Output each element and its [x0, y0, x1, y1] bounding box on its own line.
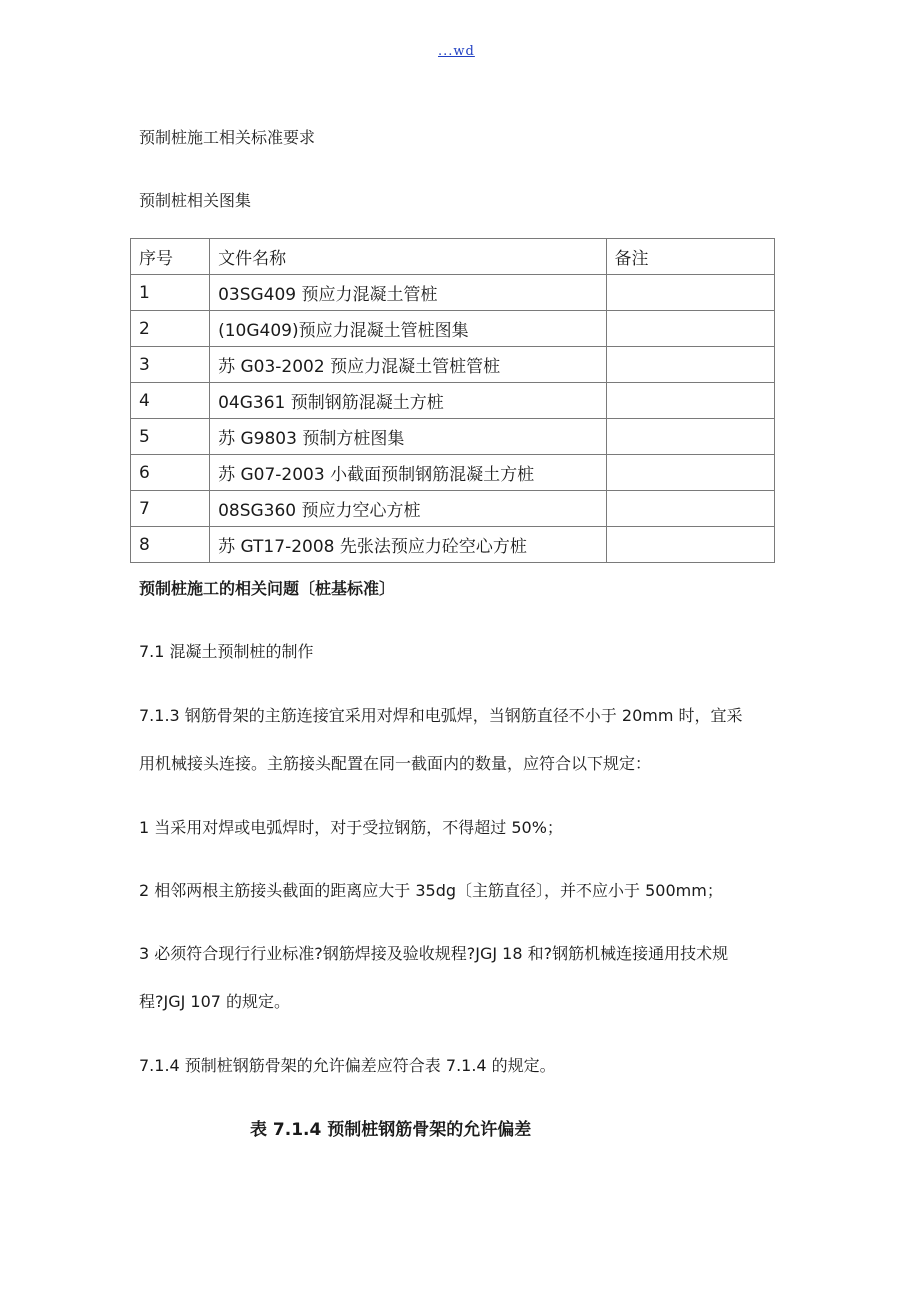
table-caption: 表 7.1.4 预制桩钢筋骨架的允许偏差: [250, 1120, 532, 1140]
header-cell-index: 序号: [131, 239, 210, 275]
cell-remark: [606, 311, 774, 347]
cell-name: 苏 G9803 预制方桩图集: [210, 419, 606, 455]
cell-name: 苏 G03-2002 预应力混凝土管桩管桩: [210, 347, 606, 383]
paragraph-7-1-3-line1: 7.1.3 钢筋骨架的主筋连接宜采用对焊和电弧焊，当钢筋直径不小于 20mm 时，宜采: [139, 706, 743, 725]
list-item-3-line1: 3 必须符合现行行业标准?钢筋焊接及验收规程?JGJ 18 和?钢筋机械连接通用技术规: [139, 944, 729, 963]
table-row: [131, 419, 775, 455]
cell-name: (10G409)预应力混凝土管桩图集: [210, 311, 606, 347]
cell-remark: [606, 455, 774, 491]
section-heading: 预制桩施工的相关问题〔桩基标准〕: [139, 579, 396, 598]
cell-name: 03SG409 预应力混凝土管桩: [210, 275, 606, 311]
paragraph-7-1-3-line2: 用机械接头连接。主筋接头配置在同一截面内的数量，应符合以下规定：: [139, 754, 652, 773]
list-item-3-line2: 程?JGJ 107 的规定。: [139, 992, 291, 1011]
cell-index: 8: [131, 527, 210, 563]
cell-index: 2: [131, 311, 210, 347]
cell-remark: [606, 419, 774, 455]
subtitle: 预制桩相关图集: [139, 191, 252, 210]
table-row: [131, 275, 775, 311]
cell-name: 04G361 预制钢筋混凝土方桩: [210, 383, 606, 419]
cell-remark: [606, 275, 774, 311]
list-item-2: 2 相邻两根主筋接头截面的距离应大于 35dg〔主筋直径〕，并不应小于 500mm；: [139, 881, 723, 900]
paragraph-7-1: 7.1 混凝土预制桩的制作: [139, 642, 314, 661]
cell-name: 08SG360 预应力空心方桩: [210, 491, 606, 527]
cell-index: 7: [131, 491, 210, 527]
cell-remark: [606, 527, 774, 563]
cell-index: 6: [131, 455, 210, 491]
header-cell-name: 文件名称: [210, 239, 606, 275]
list-item-1: 1 当采用对焊或电弧焊时，对于受拉钢筋，不得超过 50%；: [139, 818, 563, 837]
header-cell-remark: 备注: [606, 239, 774, 275]
header-mark: ...wd: [438, 44, 475, 59]
table-row: [131, 311, 775, 347]
table-row: [131, 527, 775, 563]
table-row: [131, 455, 775, 491]
table-row: [131, 383, 775, 419]
standards-table: [130, 238, 775, 563]
table-row: [131, 347, 775, 383]
paragraph-7-1-4: 7.1.4 预制桩钢筋骨架的允许偏差应符合表 7.1.4 的规定。: [139, 1056, 556, 1075]
cell-index: 1: [131, 275, 210, 311]
page-title: 预制桩施工相关标准要求: [139, 128, 316, 147]
cell-remark: [606, 491, 774, 527]
cell-index: 5: [131, 419, 210, 455]
table-row: [131, 491, 775, 527]
cell-name: 苏 GT17-2008 先张法预应力砼空心方桩: [210, 527, 606, 563]
cell-remark: [606, 383, 774, 419]
cell-name: 苏 G07-2003 小截面预制钢筋混凝土方桩: [210, 455, 606, 491]
cell-index: 3: [131, 347, 210, 383]
table-header-row: [131, 239, 775, 275]
cell-index: 4: [131, 383, 210, 419]
cell-remark: [606, 347, 774, 383]
